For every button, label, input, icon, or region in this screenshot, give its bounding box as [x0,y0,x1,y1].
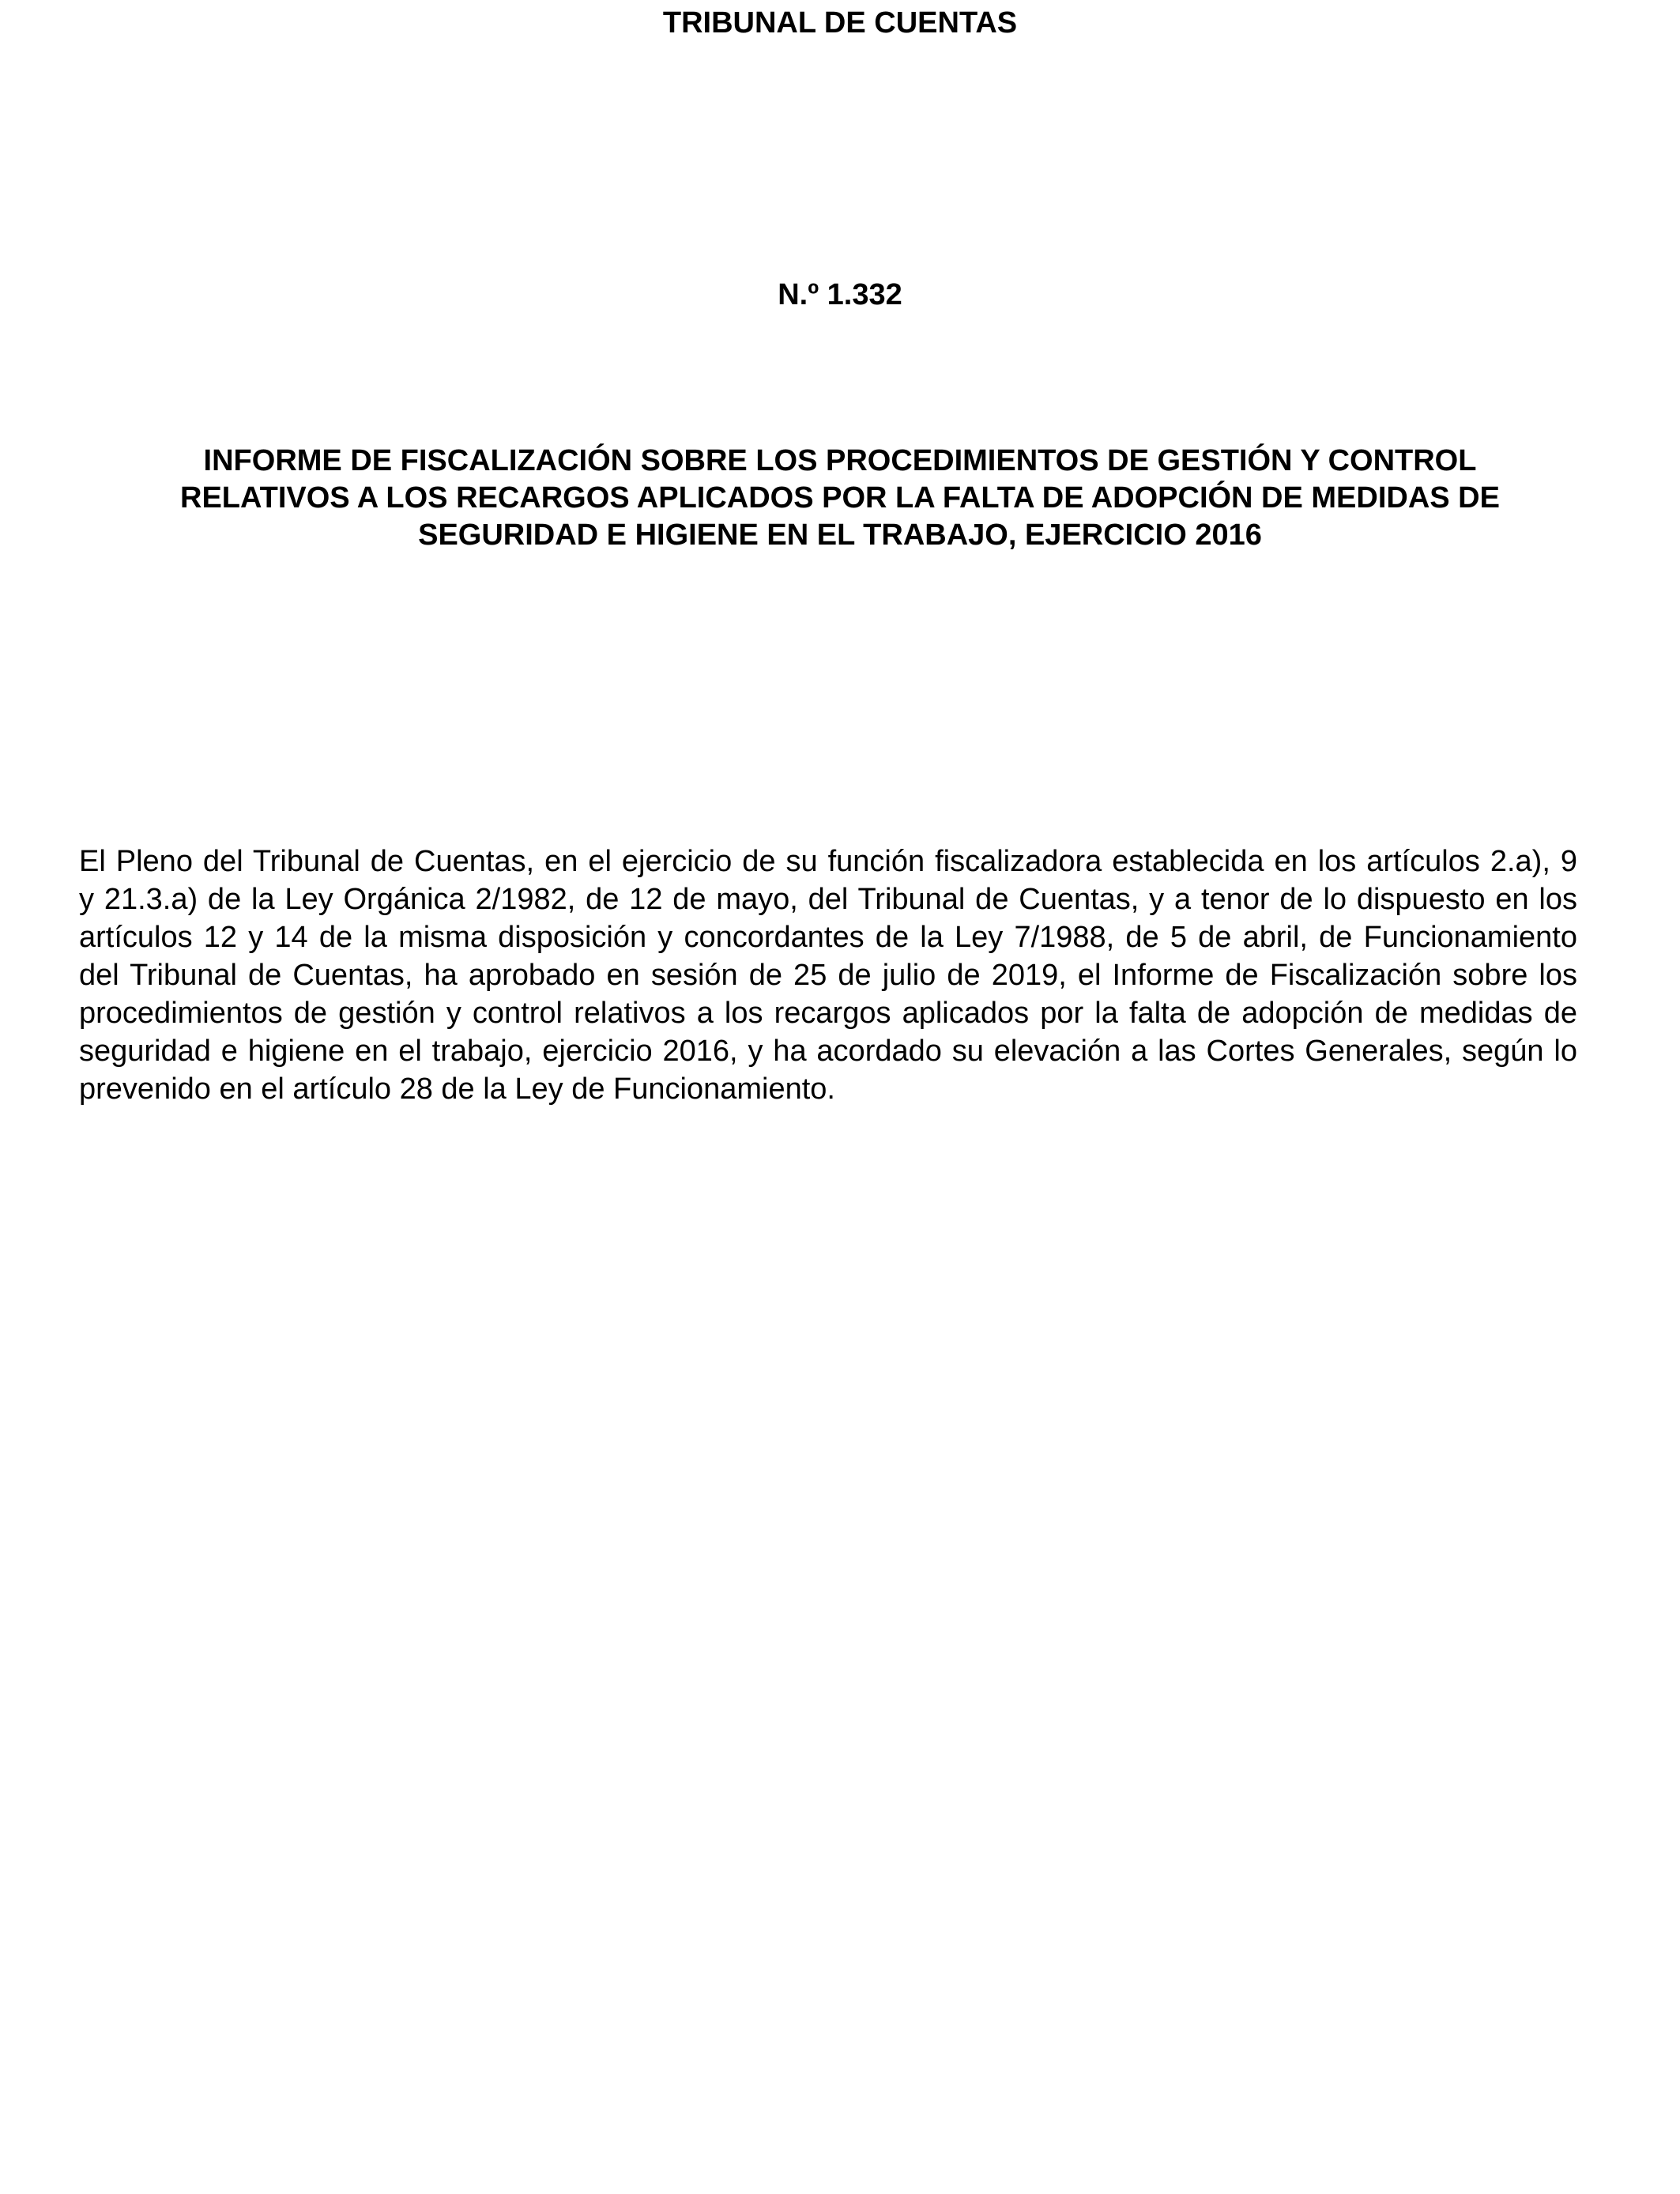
paragraph-line: procedimientos de gestión y control relativos a los recargos aplicados por la falta de adopción de medidas de [79,997,1577,1030]
report-title-line: SEGURIDAD E HIGIENE EN EL TRABAJO, EJERCICIO 2016 [418,518,1262,552]
paragraph-line: artículos 12 y 14 de la misma disposición y concordantes de la Ley 7/1988, de 5 de abril, de Funcionamiento [79,921,1577,954]
report-title [158,443,1522,554]
report-title-line: RELATIVOS A LOS RECARGOS APLICADOS POR LA FALTA DE ADOPCIÓN DE MEDIDAS DE [180,481,1500,515]
paragraph-line: y 21.3.a) de la Ley Orgánica 2/1982, de 12 de mayo, del Tribunal de Cuentas, y a tenor de lo dispuesto en los [79,883,1577,916]
report-number: N.º 1.332 [778,278,902,311]
paragraph-line: seguridad e higiene en el trabajo, ejercicio 2016, y ha acordado su elevación a las Cortes Generales, según lo [79,1035,1577,1068]
institution-header: TRIBUNAL DE CUENTAS [662,6,1018,40]
approval-paragraph [79,843,1577,1108]
report-title-line: INFORME DE FISCALIZACIÓN SOBRE LOS PROCEDIMIENTOS DE GESTIÓN Y CONTROL [203,444,1477,477]
paragraph-line: prevenido en el artículo 28 de la Ley de Funcionamiento. [79,1072,835,1106]
paragraph-line: El Pleno del Tribunal de Cuentas, en el ejercicio de su función fiscalizadora establecida en los artículos 2.a), 9 [79,845,1577,878]
paragraph-line: del Tribunal de Cuentas, ha aprobado en sesión de 25 de julio de 2019, el Informe de Fiscalización sobre los [79,959,1577,992]
